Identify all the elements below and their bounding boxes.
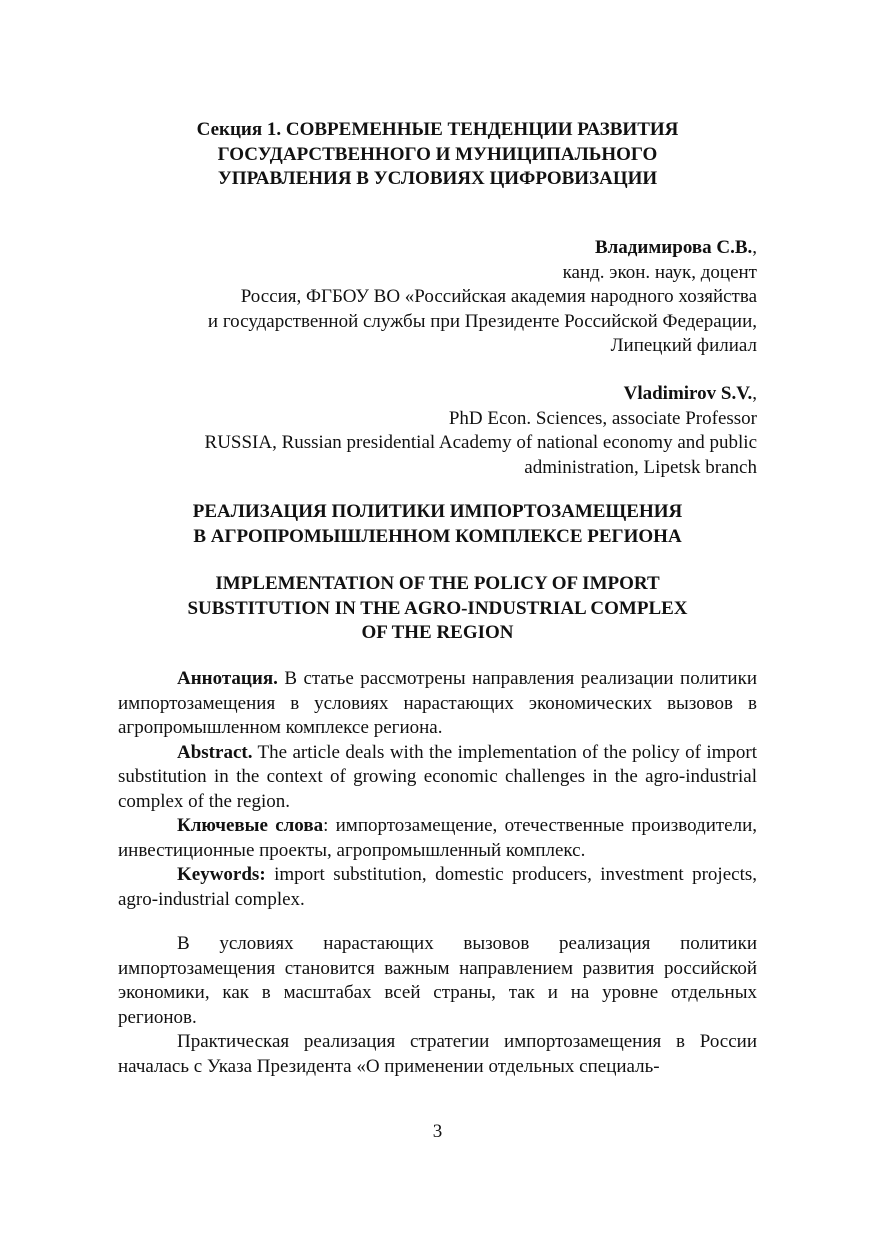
author-name-suffix: , <box>752 383 757 404</box>
article-title-en <box>118 572 757 646</box>
keywords-ru-text: : импортозамещение, отечественные производители, инвестиционные проекты, агропромышленный комплекс. <box>118 815 757 861</box>
author-affiliation-line: Липецкий филиал <box>610 335 757 356</box>
article-title-ru <box>118 500 757 549</box>
keywords-en-text: import substitution, domestic producers, investment projects, agro-industrial complex. <box>118 864 757 910</box>
main-text <box>118 932 757 1079</box>
author-affiliation-line: RUSSIA, Russian presidential Academy of national economy and public <box>204 432 757 453</box>
body-paragraph: Практическая реализация стратегии импортозамещения в России началась с Указа Президента «О применении отдельных специаль- <box>118 1031 757 1077</box>
annotation-text: В статье рассмотрены направления реализации политики импортозамещения в условиях нарастающих экономических вызовов в агропромышленном комплексе региона. <box>118 668 757 738</box>
title-line: OF THE REGION <box>361 622 514 643</box>
author-name-suffix: , <box>752 237 757 258</box>
abstract-label: Abstract. <box>177 741 253 763</box>
section-title-line: УПРАВЛЕНИЯ В УСЛОВИЯХ ЦИФРОВИЗАЦИИ <box>217 168 658 189</box>
section-title <box>118 118 757 192</box>
author-affiliation-line: administration, Lipetsk branch <box>524 456 757 478</box>
keywords-ru-paragraph <box>118 814 757 863</box>
abstract-section <box>118 667 757 912</box>
title-line: РЕАЛИЗАЦИЯ ПОЛИТИКИ ИМПОРТОЗАМЕЩЕНИЯ <box>192 501 683 522</box>
keywords-en-paragraph <box>118 863 757 912</box>
abstract-text: The article deals with the implementation of the policy of import substitution in the context of growing economic challenges in the agro-industrial complex of the region. <box>118 741 757 812</box>
abstract-paragraph <box>118 741 757 815</box>
annotation-paragraph <box>118 667 757 741</box>
section-title-line: Секция 1. СОВРЕМЕННЫЕ ТЕНДЕНЦИИ РАЗВИТИЯ <box>196 119 679 140</box>
author-block-en <box>118 382 757 480</box>
title-line: IMPLEMENTATION OF THE POLICY OF IMPORT <box>215 573 660 594</box>
author-degree-en: PhD Econ. Sciences, associate Professor <box>448 407 757 429</box>
author-affiliation-line: и государственной службы при Президенте Российской Федерации, <box>207 310 757 332</box>
author-name-en: Vladimirov S.V. <box>623 383 753 404</box>
annotation-label: Аннотация. <box>177 668 278 689</box>
page-number: 3 <box>432 1121 443 1142</box>
author-degree-ru: канд. экон. наук, доцент <box>562 261 757 283</box>
section-title-line: ГОСУДАРСТВЕННОГО И МУНИЦИПАЛЬНОГО <box>217 143 658 165</box>
author-block-ru <box>118 236 757 359</box>
title-line: SUBSTITUTION IN THE AGRO-INDUSTRIAL COMPLEX <box>187 597 688 619</box>
author-affiliation-line: Россия, ФГБОУ ВО «Российская академия народного хозяйства <box>240 286 757 307</box>
author-name-ru: Владимирова С.В. <box>594 237 753 258</box>
keywords-ru-label: Ключевые слова <box>177 815 324 836</box>
body-paragraph: В условиях нарастающих вызовов реализация политики импортозамещения становится важным направлением развития российской экономики, как в масштабах всей страны, так и на уровне отдельных регионов. <box>118 933 757 1028</box>
title-line: В АГРОПРОМЫШЛЕННОМ КОМПЛЕКСЕ РЕГИОНА <box>193 525 682 547</box>
keywords-en-label: Keywords: <box>177 864 266 885</box>
